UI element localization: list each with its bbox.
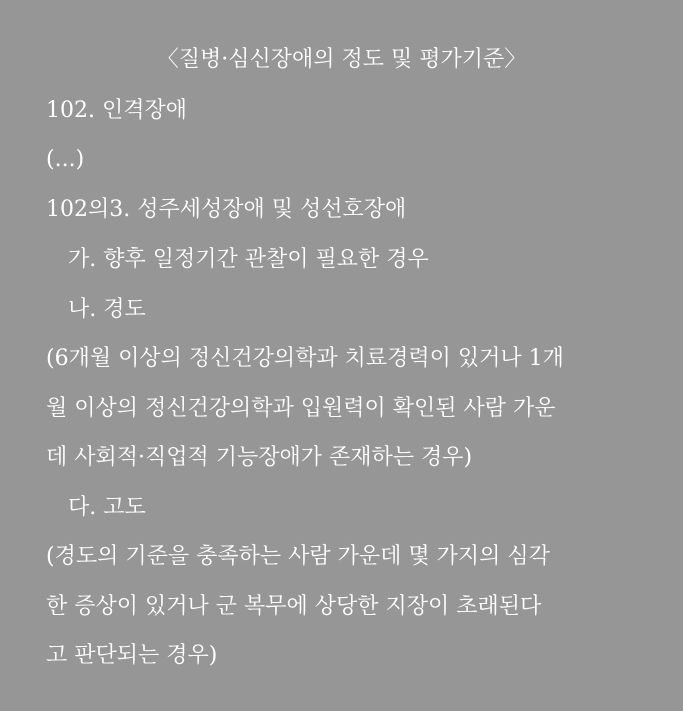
text-line: 102의3. 성주세성장애 및 성선호장애 [46, 197, 407, 222]
text-line: 고 판단되는 경우) [46, 643, 218, 668]
text-line: (6개월 이상의 정신건강의학과 치료경력이 있거나 1개 [46, 346, 564, 371]
text-line: 데 사회적·직업적 기능장애가 존재하는 경우) [46, 445, 473, 470]
text-line: 한 증상이 있거나 군 복무에 상당한 지장이 초래된다 [46, 594, 542, 619]
text-line: 다. 고도 [68, 495, 146, 520]
text-line: 나. 경도 [68, 297, 146, 322]
text-line: 가. 향후 일정기간 관찰이 필요한 경우 [68, 247, 429, 272]
text-line: (경도의 기준을 충족하는 사람 가운데 몇 가지의 심각 [46, 544, 550, 569]
text-line: (...) [46, 147, 85, 172]
text-line: 102. 인격장애 [46, 98, 187, 123]
text-line: 월 이상의 정신건강의학과 입원력이 확인된 사람 가운 [46, 396, 556, 421]
document-title: 〈질병·심신장애의 정도 및 평가기준〉 [156, 47, 527, 72]
